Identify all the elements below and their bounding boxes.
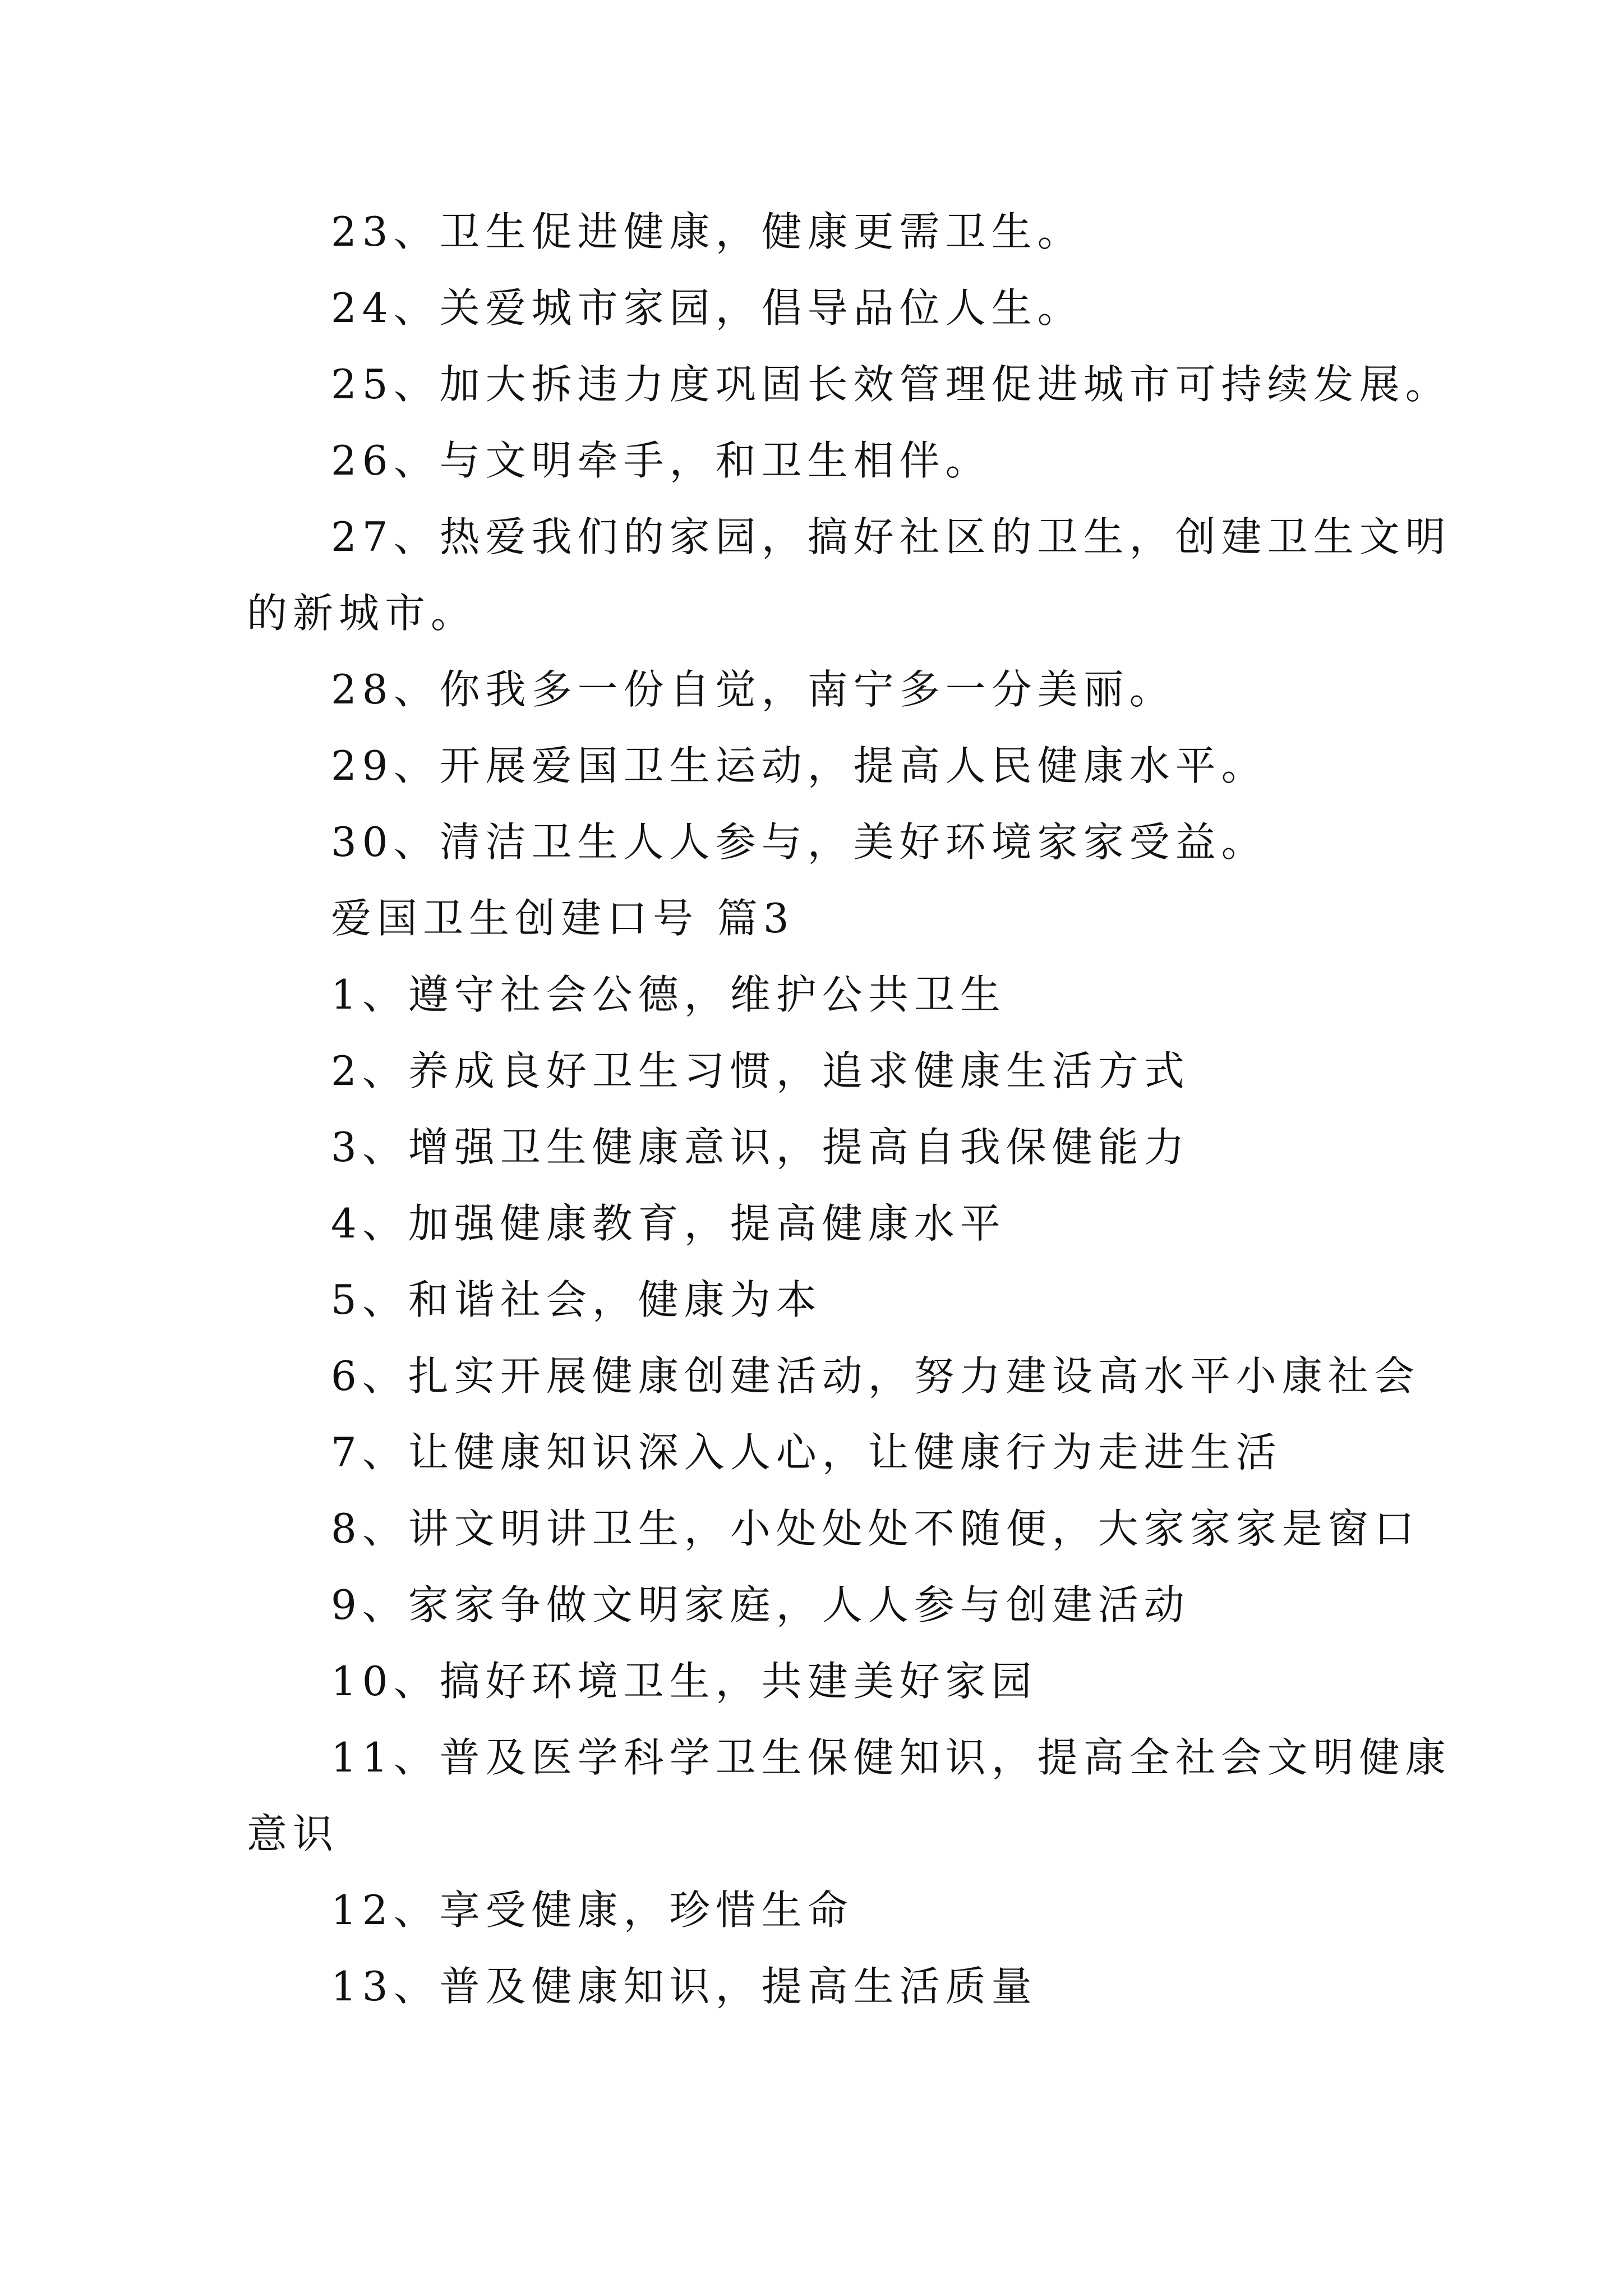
slogan-6: 6、扎实开展健康创建活动，努力建设高水平小康社会 [331, 1352, 1420, 1400]
slogan-4: 4、加强健康教育，提高健康水平 [331, 1200, 1006, 1247]
slogan-11: 11、普及医学科学卫生保健知识，提高全社会文明健康意识 [247, 1734, 1451, 1857]
slogan-8: 8、讲文明讲卫生，小处处处不随便，大家家家是窗口 [331, 1505, 1420, 1552]
slogan-10: 10、搞好环境卫生，共建美好家园 [331, 1658, 1038, 1705]
slogan-24: 24、关爱城市家园，倡导品位人生。 [331, 284, 1083, 332]
slogan-23: 23、卫生促进健康，健康更需卫生。 [331, 208, 1083, 255]
slogan-5: 5、和谐社会，健康为本 [331, 1276, 822, 1323]
slogan-2: 2、养成良好卫生习惯，追求健康生活方式 [331, 1047, 1190, 1094]
slogan-29: 29、开展爱国卫生运动，提高人民健康水平。 [331, 742, 1267, 789]
slogan-25: 25、加大拆违力度巩固长效管理促进城市可持续发展。 [331, 361, 1451, 408]
slogan-1: 1、遵守社会公德，维护公共卫生 [331, 971, 1006, 1018]
slogan-13: 13、普及健康知识，提高生活质量 [331, 1963, 1038, 2010]
slogan-27: 27、热爱我们的家园，搞好社区的卫生，创建卫生文明的新城市。 [247, 513, 1451, 637]
slogan-28: 28、你我多一份自觉，南宁多一分美丽。 [331, 666, 1175, 713]
slogan-12: 12、享受健康，珍惜生命 [331, 1887, 854, 1934]
slogan-26: 26、与文明牵手，和卫生相伴。 [331, 437, 992, 484]
slogan-9: 9、家家争做文明家庭，人人参与创建活动 [331, 1581, 1190, 1628]
document-body [247, 194, 1453, 2024]
slogan-3: 3、增强卫生健康意识，提高自我保健能力 [331, 1124, 1190, 1171]
section-heading: 爱国卫生创建口号 篇3 [331, 895, 795, 942]
slogan-30: 30、清洁卫生人人参与，美好环境家家受益。 [331, 818, 1267, 866]
slogan-7: 7、让健康知识深入人心，让健康行为走进生活 [331, 1429, 1282, 1476]
